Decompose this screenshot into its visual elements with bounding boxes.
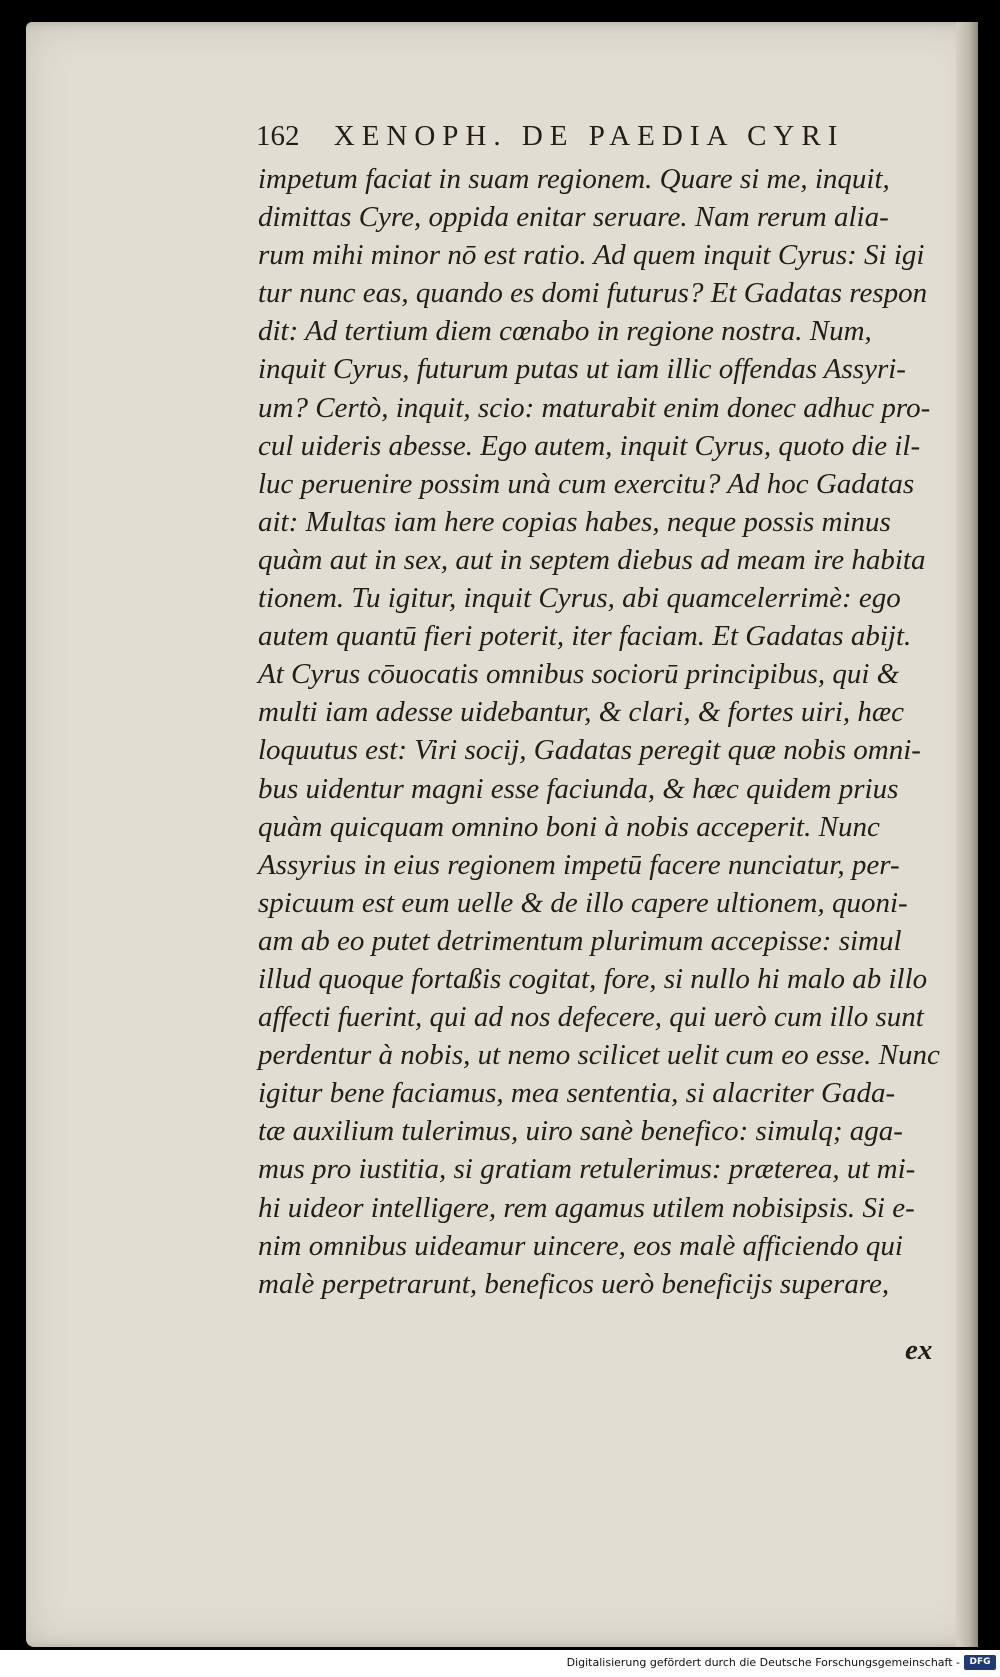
page-number: 162 bbox=[256, 120, 300, 152]
text-line: autem quantū fieri poterit, iter faciam. Et Gadatas abijt. bbox=[258, 620, 912, 653]
text-line: quàm aut in sex, aut in septem diebus ad meam ire habita bbox=[258, 543, 926, 576]
text-line: dimittas Cyre, oppida enitar seruare. Nam rerum alia- bbox=[258, 201, 889, 234]
page-fore-edge bbox=[956, 22, 978, 1647]
text-line: nim omnibus uideamur uincere, eos malè afficiendo qui bbox=[258, 1229, 903, 1262]
text-line: luc peruenire possim unà cum exercitu? Ad hoc Gadatas bbox=[258, 467, 915, 500]
text-line: igitur bene faciamus, mea sententia, si alacriter Gada- bbox=[258, 1077, 896, 1110]
text-line: impetum faciat in suam regionem. Quare si me, inquit, bbox=[258, 163, 890, 195]
digitization-credit: Digitalisierung gefördert durch die Deutsche Forschungsgemeinschaft - bbox=[566, 1656, 960, 1669]
text-line: loquutus est: Viri socij, Gadatas peregit quæ nobis omni- bbox=[258, 734, 921, 767]
text-line: affecti fuerint, qui ad nos defecere, qui uerò cum illo sunt bbox=[258, 1001, 924, 1034]
running-header bbox=[256, 120, 896, 152]
scan-background bbox=[0, 0, 28, 1650]
text-line: tæ auxilium tulerimus, uiro sanè benefico: simulq; aga- bbox=[258, 1115, 903, 1148]
dfg-logo-icon: DFG bbox=[964, 1655, 996, 1670]
text-line: spicuum est eum uelle & de illo capere ultionem, quoni- bbox=[258, 886, 908, 919]
text-line: rum mihi minor nō est ratio. Ad quem inquit Cyrus: Si igi bbox=[258, 239, 925, 272]
text-line: tur nunc eas, quando es domi futurus? Et Gadatas respon bbox=[258, 277, 928, 310]
text-line: inquit Cyrus, futurum putas ut iam illic offendas Assyri- bbox=[258, 353, 906, 386]
text-line: bus uidentur magni esse faciunda, & hæc quidem prius bbox=[258, 772, 899, 805]
text-line: illud quoque fortaßis cogitat, fore, si nullo hi malo ab illo bbox=[258, 962, 928, 995]
text-line: ait: Multas iam here copias habes, neque possis minus bbox=[258, 505, 891, 538]
catchword: ex bbox=[905, 1334, 933, 1366]
text-line: Assyrius in eius regionem impetū facere nunciatur, per- bbox=[258, 848, 900, 881]
text-line: am ab eo putet detrimentum plurimum accepisse: simul bbox=[258, 924, 902, 957]
text-line: um? Certò, inquit, scio: maturabit enim donec adhuc pro- bbox=[258, 391, 931, 424]
text-line: hi uideor intelligere, rem agamus utilem nobisipsis. Si e- bbox=[258, 1191, 915, 1224]
text-line: dit: Ad tertium diem cœnabo in regione nostra. Num, bbox=[258, 315, 872, 348]
running-head-title: XENOPH. DE PAEDIA CYRI bbox=[333, 120, 845, 152]
text-line: multi iam adesse uidebantur, & clari, & fortes uiri, hæc bbox=[258, 696, 905, 729]
text-line: At Cyrus cōuocatis omnibus sociorū principibus, qui & bbox=[258, 658, 900, 691]
text-line: mus pro iustitia, si gratiam retulerimus: præterea, ut mi- bbox=[258, 1153, 916, 1186]
text-line: quàm quicquam omnino boni à nobis acceperit. Nunc bbox=[258, 810, 880, 843]
text-line: perdentur à nobis, ut nemo scilicet uelit cum eo esse. Nunc bbox=[258, 1039, 940, 1072]
text-line: tionem. Tu igitur, inquit Cyrus, abi quamcelerrimè: ego bbox=[258, 582, 901, 615]
text-line: malè perpetrarunt, beneficos uerò beneficijs superare, bbox=[258, 1267, 890, 1300]
body-text bbox=[258, 160, 940, 1303]
text-line: cul uideris abesse. Ego autem, inquit Cyrus, quoto die il- bbox=[258, 429, 921, 462]
